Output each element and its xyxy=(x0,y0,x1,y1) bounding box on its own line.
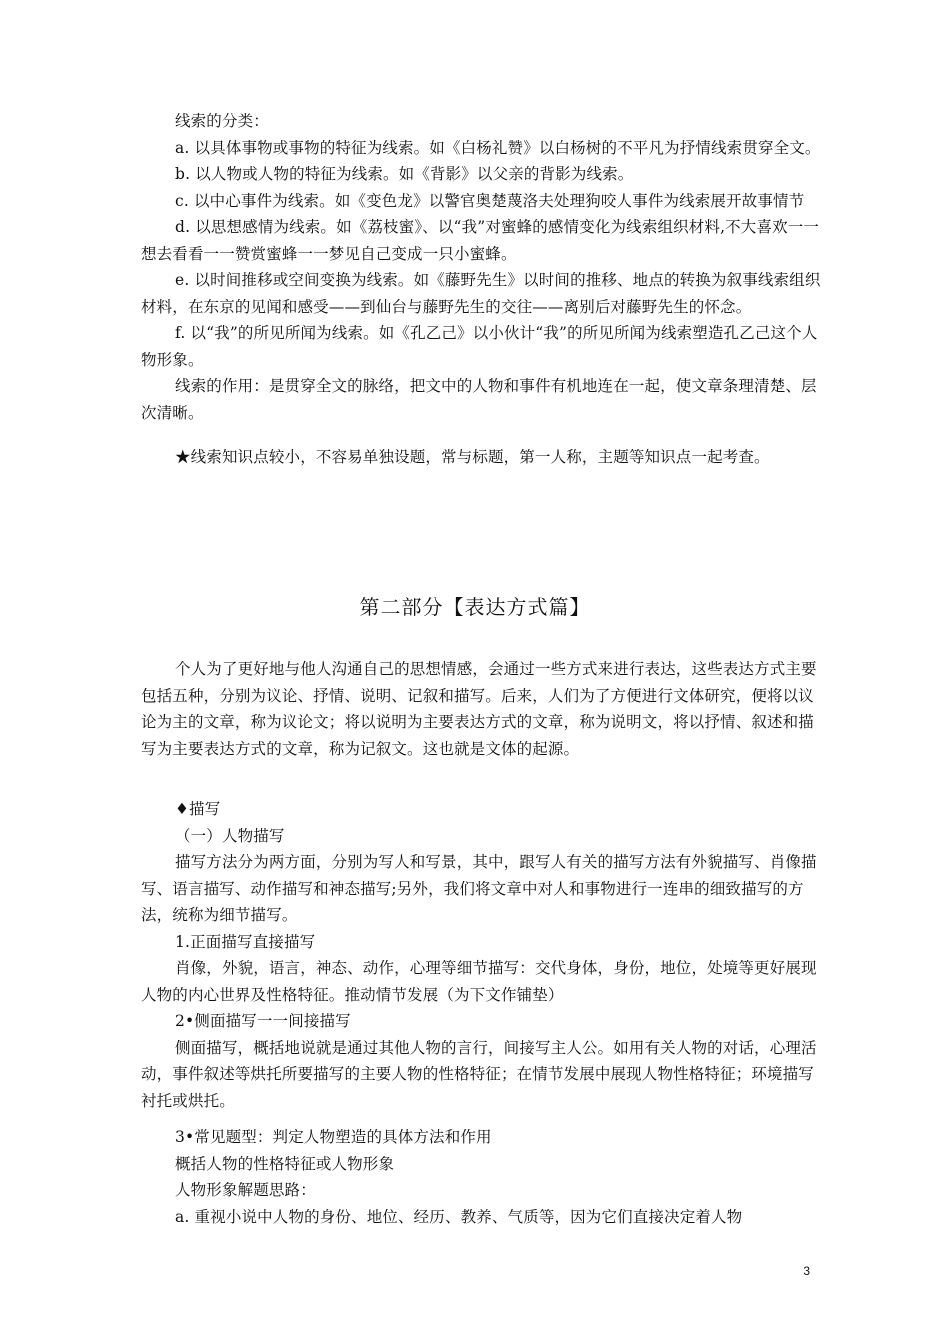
point-1-title: 1.正面描写直接描写 xyxy=(175,932,316,951)
expression-section xyxy=(141,656,821,1230)
clue-section xyxy=(141,108,821,471)
point-3-item-a: a. 重视小说中人物的身份、地位、经历、教养、气质等，因为它们直接决定着人物 xyxy=(175,1207,743,1226)
star-note: ★线索知识点较小，不容易单独设题，常与标题，第一人称，主题等知识点一起考查。 xyxy=(175,448,770,466)
description-methods-paragraph: 描写方法分为两方面，分别为写人和写景，其中，跟写人有关的描写方法有外貌描写、肖像描写、语言描写、动作描写和神态描写;另外，我们将文章中对人和事物进行一连串的细致描写的方法，统称为细节描写。 xyxy=(141,853,817,924)
clue-item-f: f. 以“我”的所见所闻为线索。如《孔乙己》以小伙计“我”的所见所闻为线索塑造孔乙己这个人物形象。 xyxy=(141,324,818,369)
clue-item-d: d. 以思想感情为线索。如《荔枝蜜》、以“我”对蜜蜂的感情变化为线索组织材料,不大喜欢一一想去看看一一赞赏蜜蜂一一梦见自己变成一只小蜜蜂。 xyxy=(141,218,820,263)
point-3-line-2: 人物形象解题思路： xyxy=(175,1181,316,1199)
point-3-line-1: 概括人物的性格特征或人物形象 xyxy=(175,1154,395,1173)
clue-item-c: c. 以中心事件为线索。如《变色龙》以警官奥楚蔑洛夫处理狗咬人事件为线索展开故事情节 xyxy=(175,191,805,210)
clue-item-a: a. 以具体事物或事物的特征为线索。如《白杨礼赞》以白杨树的不平凡为抒情线索贯穿全文。 xyxy=(175,138,821,157)
clue-item-e: e. 以时间推移或空间变换为线索。如《藤野先生》以时间的推移、地点的转换为叙事线索组织材料，在东京的见闻和感受——到仙台与藤野先生的交往——离别后对藤野先生的怀念。 xyxy=(141,271,821,316)
section-heading: 第二部分【表达方式篇】 xyxy=(359,595,591,619)
clue-item-b: b. 以人物或人物的特征为线索。如《背影》以父亲的背影为线索。 xyxy=(175,165,634,183)
spacer xyxy=(141,1114,821,1124)
point-2-body: 侧面描写，概括地说就是通过其他人物的言行，间接写主人公。如用有关人物的对话，心理活动，事件叙述等烘托所要描写的主要人物的性格特征；在情节发展中展现人物性格特征；环境描写衬托或烘托。 xyxy=(141,1038,817,1110)
miaoxie-label: ♦描写 xyxy=(175,800,221,818)
point-3-title: 3•常见题型：判定人物塑造的具体方法和作用 xyxy=(175,1128,492,1146)
clue-function: 线索的作用：是贯穿全文的脉络，把文中的人物和事件有机地连在一起，使文章条理清楚、层次清晰。 xyxy=(141,377,817,422)
character-description-heading: （一）人物描写 xyxy=(175,826,285,845)
point-2-title: 2•侧面描写一一间接描写 xyxy=(175,1012,351,1030)
clue-categories-title: 线索的分类： xyxy=(175,112,269,130)
spacer xyxy=(141,426,821,444)
page-number: 3 xyxy=(803,1264,810,1278)
intro-paragraph: 个人为了更好地与他人沟通自己的思想情感，会通过一些方式来进行表达，这些表达方式主要包括五种，分别为议论、抒情、说明、记叙和描写。后来，人们为了方便进行文体研究，便将以议论为主的文章，称为议论文；将以说明为主要表达方式的文章，称为说明文，将以抒情、叙述和描写为主要表达方式的文章，称为记叙文。这也就是文体的起源。 xyxy=(141,660,817,758)
spacer xyxy=(141,762,821,796)
point-1-body: 肖像，外貌，语言，神态、动作，心理等细节描写：交代身体，身份，地位，处境等更好展现人物的内心世界及性格特征。推动情节发展（为下文作铺垫） xyxy=(141,959,817,1004)
